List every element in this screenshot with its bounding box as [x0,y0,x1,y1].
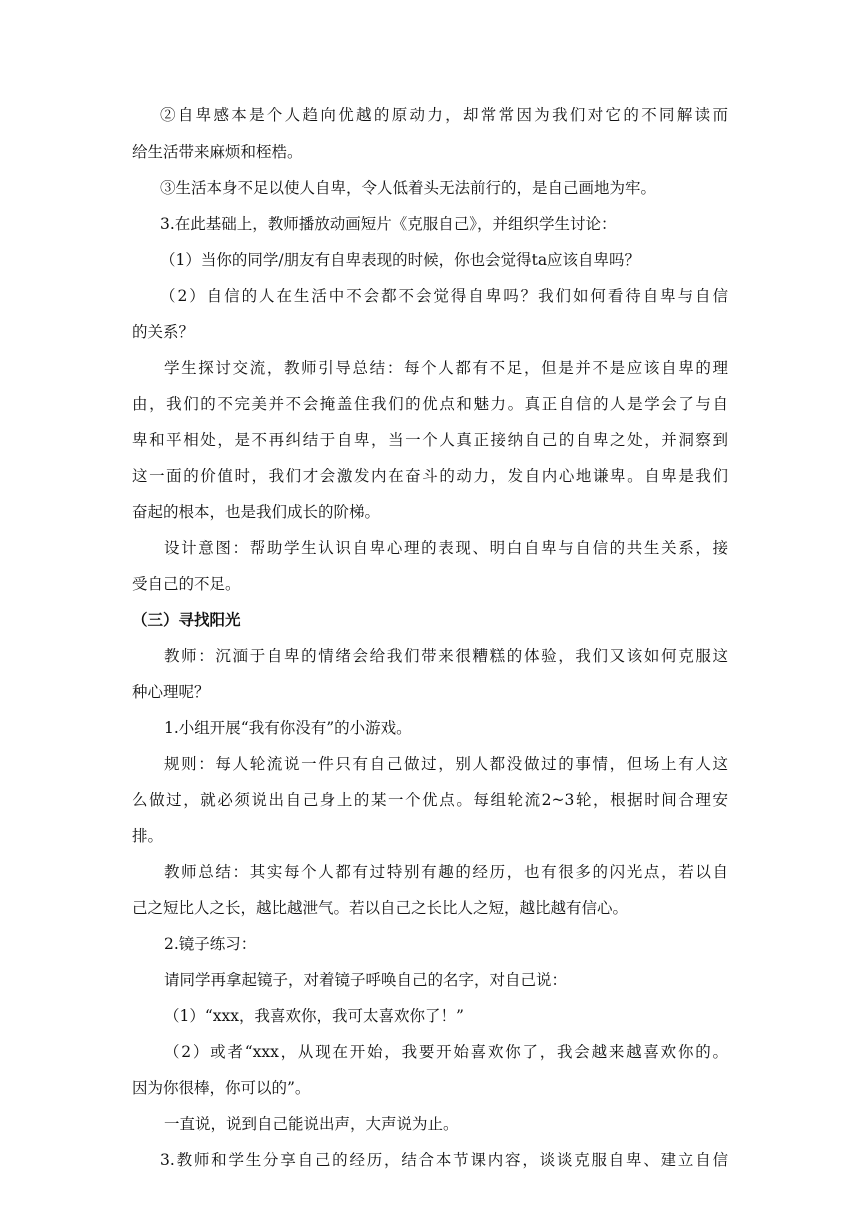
text-line: 3.教师和学生分享自己的经历，结合本节课内容，谈谈克服自卑、建立自信 [160,1151,728,1169]
text-line: 设计意图：帮助学生认识自卑心理的表现、明白自卑与自信的共生关系，接 [164,539,728,557]
text-line: 奋起的根本，也是我们成长的阶梯。 [132,503,381,521]
text-line: 给生活带来麻烦和桎梏。 [132,143,303,161]
text-line: 己之短比人之长，越比越泄气。若以自己之长比人之短，越比越有信心。 [132,899,629,917]
text-line: 排。 [132,827,164,845]
text-line: 因为你很棒，你可以的”。 [132,1079,311,1097]
text-line: 请同学再拿起镜子，对着镜子呼唤自己的名字，对自己说： [164,971,568,989]
text-line: ②自卑感本是个人趋向优越的原动力，却常常因为我们对它的不同解读而 [160,106,728,124]
text-line: 么做过，就必须说出自己身上的某一个优点。每组轮流2~3轮，根据时间合理安 [132,791,728,809]
text-line: 这一面的价值时，我们才会激发内在奋斗的动力，发自内心地谦卑。自卑是我们 [132,467,728,485]
text-line: （1）“xxx，我喜欢你，我可太喜欢你了！” [164,1007,464,1025]
text-line: 教师：沉湎于自卑的情绪会给我们带来很糟糕的体验，我们又该如何克服这 [164,647,728,665]
text-line: 3.在此基础上，教师播放动画短片《克服自己》，并组织学生讨论： [160,215,617,233]
text-line: ③生活本身不足以使人自卑，令人低着头无法前行的，是自己画地为牢。 [160,179,657,197]
text-line: （2）自信的人在生活中不会都不会觉得自卑吗？我们如何看待自卑与自信 [160,287,728,305]
text-line: 的关系？ [132,323,195,341]
text-line: 1.小组开展“我有你没有”的小游戏。 [164,719,412,737]
text-line: 由，我们的不完美并不会掩盖住我们的优点和魅力。真正自信的人是学会了与自 [132,395,728,413]
text-line: 一直说，说到自己能说出声，大声说为止。 [164,1115,459,1133]
text-line: 受自己的不足。 [132,575,241,593]
text-line: （1）当你的同学/朋友有自卑表现的时候，你也会觉得ta应该自卑吗？ [160,251,641,269]
text-line: 种心理呢？ [132,683,210,701]
text-line: 学生探讨交流，教师引导总结：每个人都有不足，但是并不是应该自卑的理 [164,359,728,377]
text-line: （2）或者“xxx，从现在开始，我要开始喜欢你了，我会越来越喜欢你的。 [164,1043,728,1061]
text-line: 2.镜子练习： [164,935,257,953]
text-line: 卑和平相处，是不再纠结于自卑，当一个人真正接纳自己的自卑之处，并洞察到 [132,431,728,449]
text-line: 教师总结：其实每个人都有过特别有趣的经历，也有很多的闪光点，若以自 [164,863,728,881]
section-heading: （三）寻找阳光 [132,611,241,629]
text-line: 规则：每人轮流说一件只有自己做过，别人都没做过的事情，但场上有人这 [164,755,728,773]
